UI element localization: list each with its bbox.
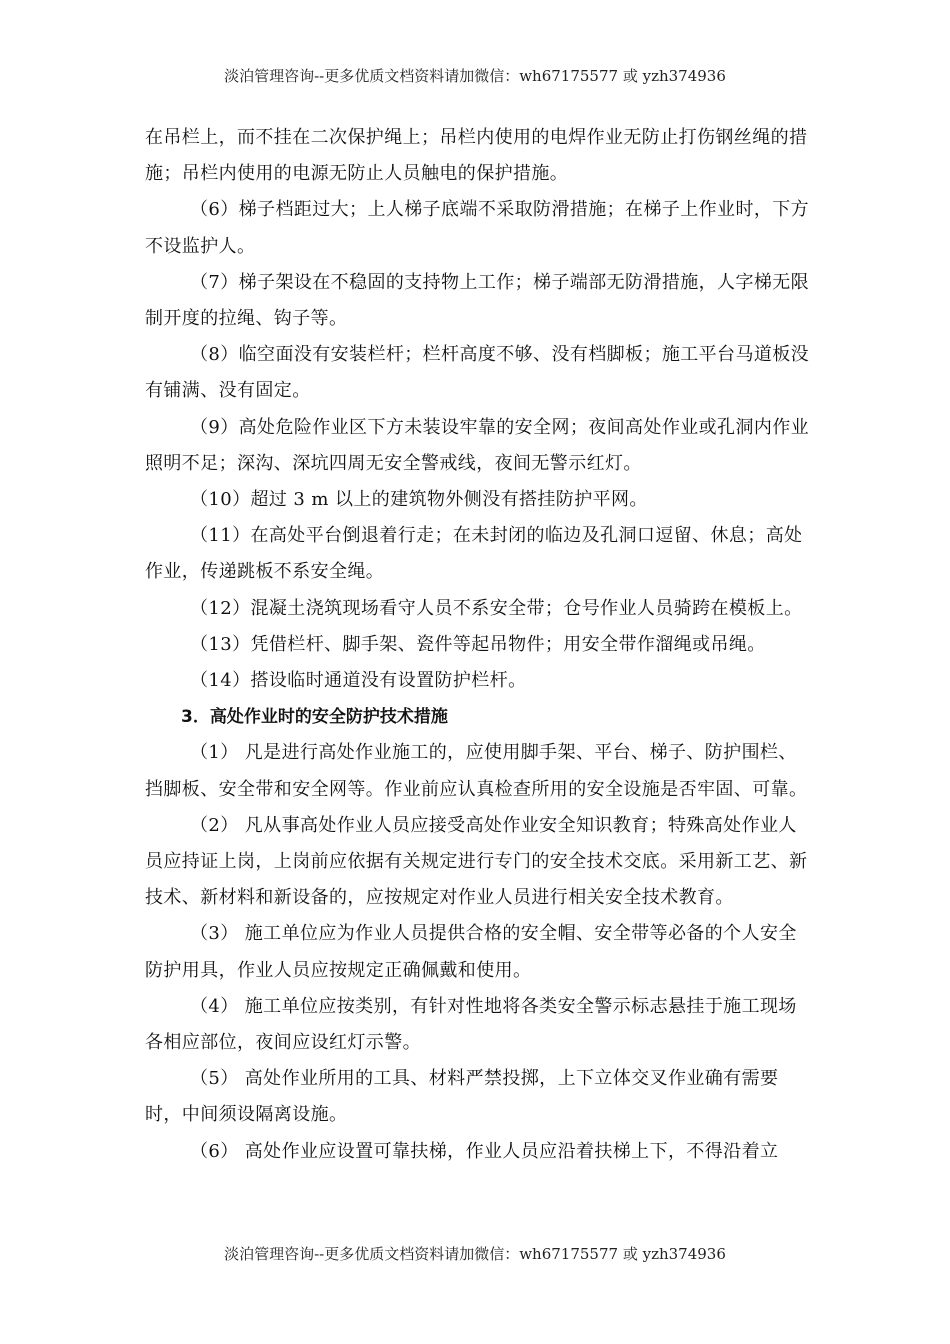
measure-item-4: （4） 施工单位应按类别，有针对性地将各类安全警示标志悬挂于施工现场各相应部位，夜间应设红灯示警。 (145, 995, 797, 1054)
list-item-12: （12）混凝土浇筑现场看守人员不系安全带；仓号作业人员骑跨在模板上。 (190, 597, 803, 619)
list-item-8: （8）临空面没有安装栏杆；栏杆高度不够、没有档脚板；施工平台马道板没有铺满、没有固定。 (145, 344, 810, 402)
list-item-9: （9）高处危险作业区下方未装设牢靠的安全网；夜间高处作业或孔洞内作业照明不足；深沟、深坑四周无安全警戒线，夜间无警示红灯。 (145, 416, 810, 474)
list-item-14: （14）搭设临时通道没有设置防护栏杆。 (190, 670, 527, 692)
measure-item-2: （2） 凡从事高处作业人员应接受高处作业安全知识教育；特殊高处作业人员应持证上岗，上岗前应依据有关规定进行专门的安全技术交底。采用新工艺、新技术、新材料和新设备的，应按规定对作业人员进行相关安全技术教育。 (145, 814, 808, 909)
page-header: 淡泊管理咨询--更多优质文档资料请加微信：wh67175577 或 yzh374936 (224, 67, 726, 85)
measure-item-3: （3） 施工单位应为作业人员提供合格的安全帽、安全带等必备的个人安全防护用具，作业人员应按规定正确佩戴和使用。 (145, 923, 797, 981)
measure-item-6: （6） 高处作业应设置可靠扶梯，作业人员应沿着扶梯上下，不得沿着立 (190, 1140, 779, 1162)
list-item-7: （7）梯子架设在不稳固的支持物上工作；梯子端部无防滑措施，人字梯无限制开度的拉绳、钩子等。 (145, 271, 810, 330)
list-item-11: （11）在高处平台倒退着行走；在未封闭的临边及孔洞口逗留、休息；高处作业，传递跳板不系安全绳。 (145, 525, 803, 583)
section-heading: 3．高处作业时的安全防护技术措施 (181, 707, 448, 728)
measure-item-1: （1） 凡是进行高处作业施工的，应使用脚手架、平台、梯子、防护围栏、挡脚板、安全带和安全网等。作业前应认真检查所用的安全设施是否牢固、可靠。 (145, 742, 808, 800)
paragraph-continued: 在吊栏上，而不挂在二次保护绳上；吊栏内使用的电焊作业无防止打伤钢丝绳的措施；吊栏内使用的电源无防止人员触电的保护措施。 (145, 127, 808, 185)
list-item-6: （6）梯子档距过大；上人梯子底端不采取防滑措施；在梯子上作业时，下方不设监护人。 (145, 199, 810, 257)
list-item-10: （10）超过 3 m 以上的建筑物外侧没有搭挂防护平网。 (190, 489, 648, 511)
page-footer: 淡泊管理咨询--更多优质文档资料请加微信：wh67175577 或 yzh374936 (224, 1245, 726, 1263)
measure-item-5: （5） 高处作业所用的工具、材料严禁投掷，上下立体交叉作业确有需要时，中间须设隔离设施。 (145, 1068, 779, 1126)
document-body (145, 120, 813, 1170)
list-item-13: （13）凭借栏杆、脚手架、瓷件等起吊物件；用安全带作溜绳或吊绳。 (190, 633, 766, 655)
